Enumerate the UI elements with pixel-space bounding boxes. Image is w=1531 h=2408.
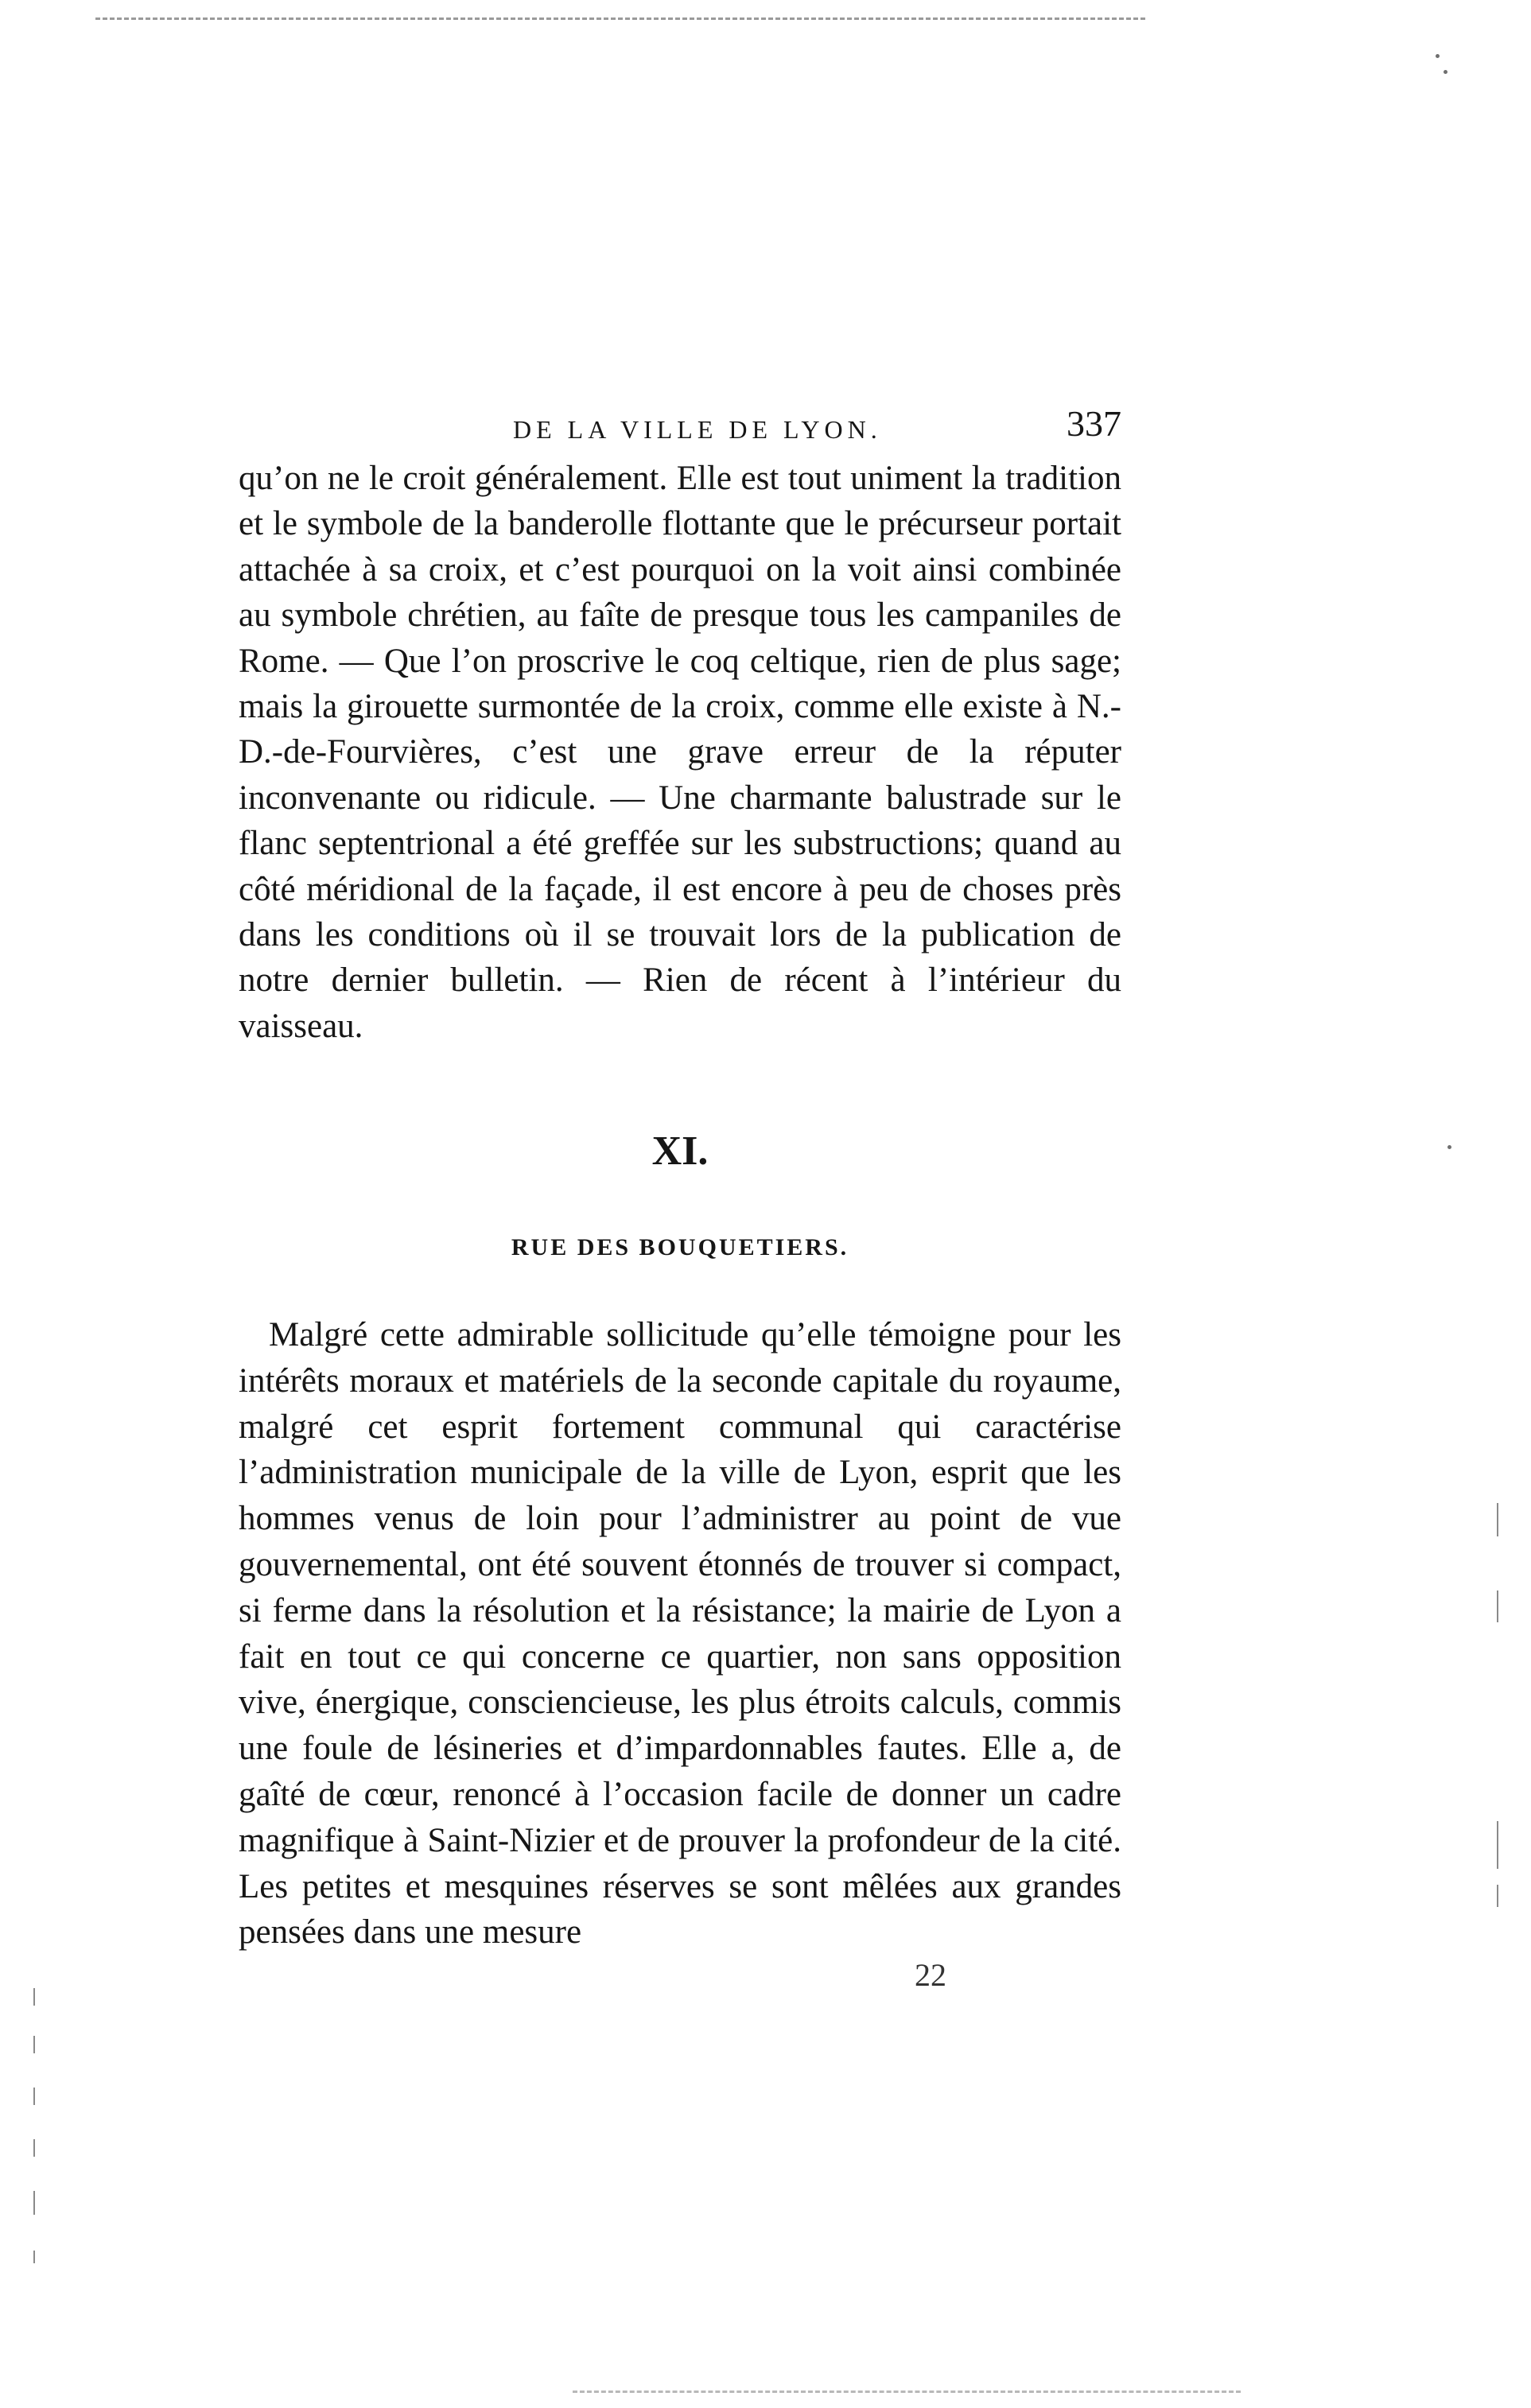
paragraph-body: Malgré cette admirable sollicitude qu’elle témoigne pour les intérêts moraux et matériels de la seconde capitale du royaume, malgré cet esprit fortement communal qui caractérise l’administration municipale de la ville de Lyon, esprit que les hommes venus de loin pour l’administrer au point de vue gouvernemental, ont été souvent étonnés de trouver si compact, si ferme dans la résolution et la résistance; la mairie de Lyon a fait en tout ce qui concerne ce quartier, non sans opposition vive, énergique, consciencieuse, les plus étroits calculs, commis une foule de lésineries et d’impardonnables fautes. Elle a, de gaîté de cœur, renoncé à l’occasion facile de donner un cadre magnifique à Saint-Nizier et de prouver la profondeur de la cité. Les petites et mesquines réserves se sont mêlées aux grandes pensées dans une mesure [239,1316,1121,1952]
top-edge-rule [95,17,1145,20]
margin-tick [1497,1503,1498,1536]
margin-tick [1497,1821,1498,1869]
margin-tick [33,2036,35,2053]
margin-tick [33,2251,35,2263]
margin-tick [33,1988,35,2006]
margin-speck [1444,70,1447,74]
margin-speck [1436,54,1440,58]
section-title: RUE DES BOUQUETIERS. [511,1234,849,1260]
margin-speck [1447,1145,1451,1149]
page-header [239,402,1121,450]
bottom-edge-rule [573,2391,1241,2393]
page-number: 337 [1067,403,1121,444]
margin-tick [1497,1590,1498,1622]
paragraph-continuation: qu’on ne le croit généralement. Elle est tout uniment la tradition et le symbole de la banderolle flottante que le précurseur portait attachée à sa croix, et c’est pourquoi on la voit ainsi combinée au symbole chrétien, au faîte de presque tous les campaniles de Rome. — Que l’on proscrive le coq celtique, rien de plus sage; mais la girouette surmontée de la croix, comme elle existe à N.-D.-de-Fourvières, c’est une grave erreur de la réputer inconvenante ou ridicule. — Une charmante balustrade sur le flanc septentrional a été greffée sur les substructions; quand au côté méridional de la façade, il est encore à peu de choses près dans les conditions où il se trouvait lors de la publication de notre dernier bulletin. — Rien de récent à l’intérieur du vaisseau. [239,460,1121,1045]
margin-tick [33,2088,35,2105]
margin-tick [1497,1885,1498,1907]
margin-tick [33,2139,35,2157]
running-head: DE LA VILLE DE LYON. [513,415,882,444]
signature-mark: 22 [915,1957,946,1993]
margin-tick [33,2191,35,2215]
section-number: XI. [651,1128,709,1174]
